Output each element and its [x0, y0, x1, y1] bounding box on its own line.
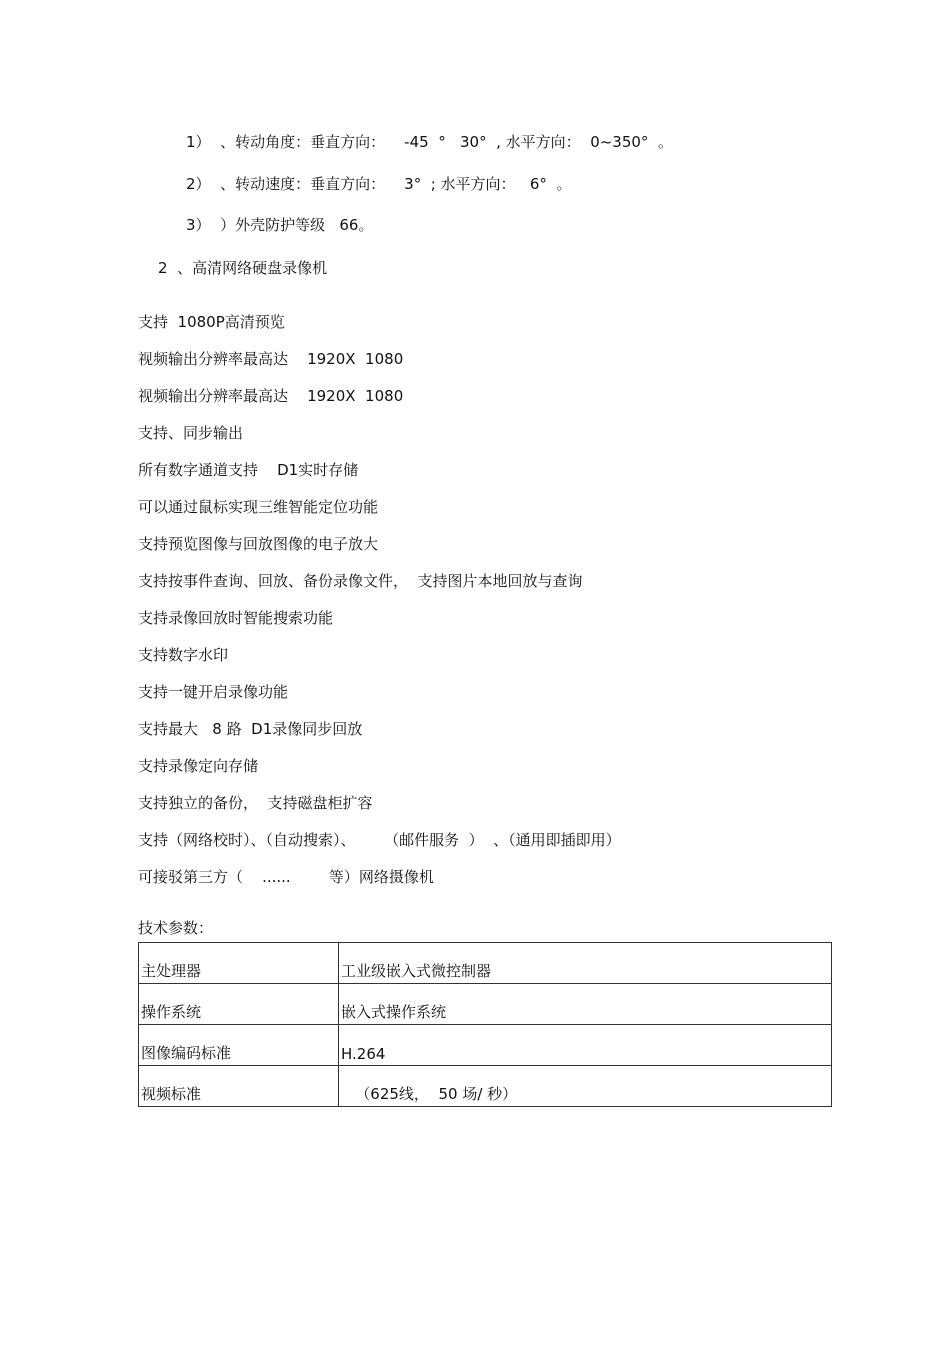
- feature-item: 所有数字通道支持 D1实时存储: [138, 461, 359, 479]
- param-key: 视频标准: [139, 1066, 339, 1107]
- table-row: [139, 984, 832, 1025]
- feature-item: 支持数字水印: [138, 646, 229, 664]
- params-label: 技术参数：: [138, 919, 214, 937]
- feature-item: 视频输出分辨率最高达 1920X 1080: [138, 350, 404, 368]
- feature-item: 支持录像回放时智能搜索功能: [138, 609, 334, 627]
- feature-item: 支持一键开启录像功能: [138, 683, 289, 701]
- feature-item: 支持预览图像与回放图像的电子放大: [138, 535, 379, 553]
- param-key: 操作系统: [139, 984, 339, 1025]
- subitem-rotation-speed: 2） 、转动速度：垂直方向： 3° ; 水平方向： 6° 。: [186, 175, 572, 193]
- table-row: [139, 1025, 832, 1066]
- table-row: [139, 1066, 832, 1107]
- param-value: （625线， 50 场/ 秒）: [339, 1066, 832, 1107]
- feature-item: 可以通过鼠标实现三维智能定位功能: [138, 498, 379, 516]
- table-row: [139, 943, 832, 984]
- param-key: 主处理器: [139, 943, 339, 984]
- feature-item: 可接驳第三方（ ...... 等）网络摄像机: [138, 868, 434, 886]
- feature-item: 支持 1080P高清预览: [138, 313, 285, 331]
- feature-item: 支持最大 8 路 D1录像同步回放: [138, 720, 363, 738]
- feature-item: 支持、同步输出: [138, 424, 244, 442]
- section-heading: 2 、高清网络硬盘录像机: [158, 259, 328, 277]
- feature-item: 支持录像定向存储: [138, 757, 259, 775]
- subitem-protection-level: 3） ）外壳防护等级 66。: [186, 216, 374, 234]
- param-value: 工业级嵌入式微控制器: [339, 943, 832, 984]
- param-value: 嵌入式操作系统: [339, 984, 832, 1025]
- param-value: H.264: [339, 1025, 832, 1066]
- feature-item: 视频输出分辨率最高达 1920X 1080: [138, 387, 404, 405]
- subitem-rotation-angle: 1） 、转动角度：垂直方向： -45 ° 30° , 水平方向： 0~350° 。: [186, 133, 673, 151]
- feature-item: 支持独立的备份， 支持磁盘柜扩容: [138, 794, 373, 812]
- feature-item: 支持（网络校时）、（自动搜索）、 （邮件服务 ） 、（通用即插即用）: [138, 831, 621, 849]
- feature-item: 支持按事件查询、回放、备份录像文件， 支持图片本地回放与查询: [138, 572, 583, 590]
- param-key: 图像编码标准: [139, 1025, 339, 1066]
- params-table: [138, 942, 832, 1107]
